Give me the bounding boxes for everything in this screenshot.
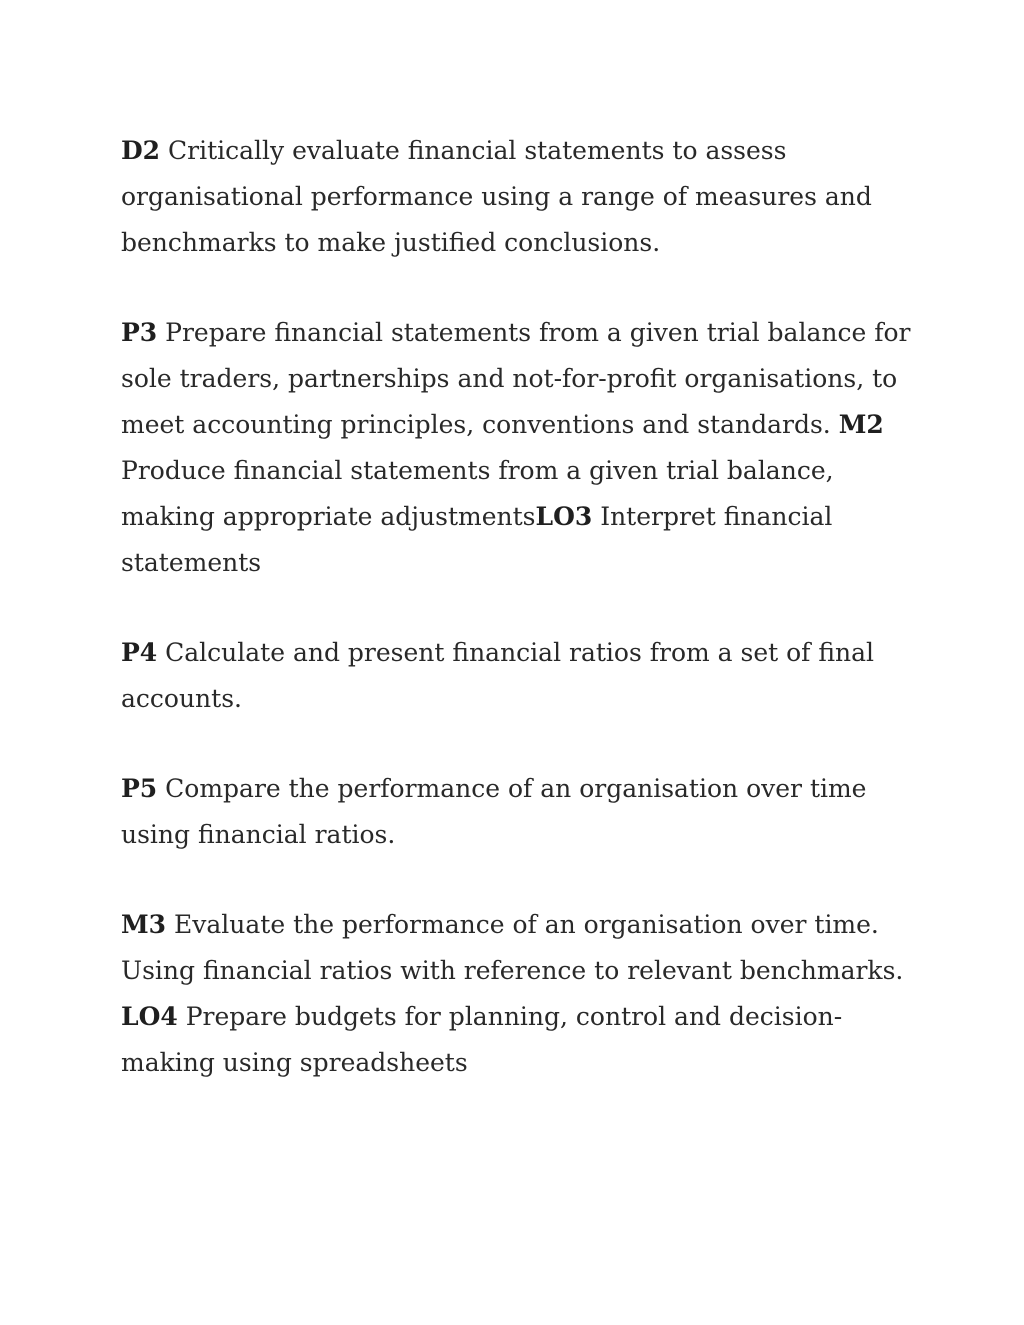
criterion-text: Compare the performance of an organisation over time using financial ratios. — [121, 774, 867, 849]
criterion-code: M3 — [121, 910, 167, 939]
criterion-code-m2: M2 — [838, 410, 884, 439]
criterion-code: D2 — [121, 136, 161, 165]
criterion-m3 — [121, 902, 911, 1086]
criterion-text-m2: Produce financial statements from a given trial balance, making appropriate adjustments — [121, 456, 834, 531]
criterion-code: P3 — [121, 318, 158, 347]
criterion-p4 — [121, 630, 911, 722]
criterion-text: Calculate and present financial ratios from a set of final accounts. — [121, 638, 875, 713]
learning-outcome-code-lo4: LO4 — [121, 1002, 178, 1031]
criterion-text: Prepare financial statements from a given trial balance for sole traders, partnerships and not-for-profit organisations, to meet accounting principles, conventions and standards. — [121, 318, 911, 439]
criterion-text: Evaluate the performance of an organisation over time. Using financial ratios with reference to relevant benchmarks. — [121, 910, 904, 985]
learning-outcome-text-lo4: Prepare budgets for planning, control and decision-making using spreadsheets — [121, 1002, 843, 1077]
criterion-code: P4 — [121, 638, 158, 667]
document-page — [121, 128, 911, 1130]
criterion-p3 — [121, 310, 911, 586]
criterion-p5 — [121, 766, 911, 858]
learning-outcome-text-lo3: Interpret financial statements — [121, 502, 833, 577]
learning-outcome-code-lo3: LO3 — [535, 502, 593, 531]
criterion-text: Critically evaluate financial statements to assess organisational performance using a range of measures and benchmarks to make justified conclusions. — [121, 136, 872, 257]
criterion-code: P5 — [121, 774, 158, 803]
criterion-d2 — [121, 128, 911, 266]
